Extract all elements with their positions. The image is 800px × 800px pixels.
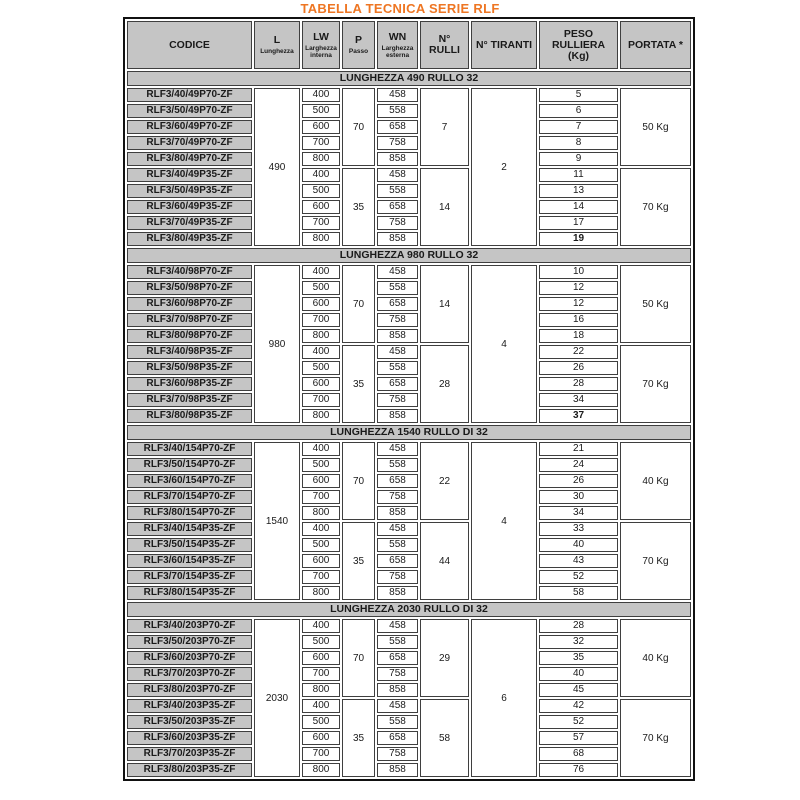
data-row <box>127 265 691 279</box>
wn-cell: 858 <box>377 763 418 777</box>
data-row <box>127 297 691 311</box>
passo-cell: 35 <box>342 699 375 777</box>
lunghezza-cell: 2030 <box>254 619 300 777</box>
peso-cell: 58 <box>539 586 618 600</box>
code-cell: RLF3/50/203P35-ZF <box>127 715 252 729</box>
col-header-peso <box>539 21 618 69</box>
data-row <box>127 506 691 520</box>
rulli-cell: 44 <box>420 522 469 600</box>
lw-cell: 500 <box>302 715 340 729</box>
peso-cell: 68 <box>539 747 618 761</box>
peso-cell: 28 <box>539 619 618 633</box>
col-header-p <box>342 21 375 69</box>
wn-cell: 858 <box>377 506 418 520</box>
lw-cell: 600 <box>302 474 340 488</box>
lw-cell: 700 <box>302 313 340 327</box>
data-row <box>127 345 691 359</box>
col-label: PORTATA * <box>627 38 684 51</box>
peso-cell: 52 <box>539 570 618 584</box>
technical-table <box>123 17 695 781</box>
data-row <box>127 570 691 584</box>
peso-cell: 18 <box>539 329 618 343</box>
data-row <box>127 619 691 633</box>
lw-cell: 700 <box>302 393 340 407</box>
rulli-cell: 7 <box>420 88 469 166</box>
peso-cell: 7 <box>539 120 618 134</box>
section-title: LUNGHEZZA 2030 RULLO DI 32 <box>127 602 691 617</box>
passo-cell: 35 <box>342 168 375 246</box>
portata-cell: 50 Kg <box>620 265 691 343</box>
col-label: LW <box>313 30 329 43</box>
code-cell: RLF3/80/98P70-ZF <box>127 329 252 343</box>
lw-cell: 600 <box>302 120 340 134</box>
col-label: L <box>273 34 281 46</box>
peso-cell: 28 <box>539 377 618 391</box>
code-cell: RLF3/80/49P70-ZF <box>127 152 252 166</box>
peso-cell: 40 <box>539 667 618 681</box>
table-header <box>127 21 691 69</box>
peso-cell: 6 <box>539 104 618 118</box>
col-sublabel: Larghezza esterna <box>381 44 414 59</box>
col-sublabel: Lunghezza <box>260 48 294 55</box>
wn-cell: 558 <box>377 104 418 118</box>
wn-cell: 858 <box>377 683 418 697</box>
code-cell: RLF3/50/98P35-ZF <box>127 361 252 375</box>
code-cell: RLF3/70/203P70-ZF <box>127 667 252 681</box>
section-title: LUNGHEZZA 490 RULLO 32 <box>127 71 691 86</box>
data-row <box>127 651 691 665</box>
peso-cell: 5 <box>539 88 618 102</box>
peso-cell: 22 <box>539 345 618 359</box>
lunghezza-cell: 980 <box>254 265 300 423</box>
col-label: CODICE <box>169 38 210 51</box>
peso-cell: 45 <box>539 683 618 697</box>
code-cell: RLF3/70/49P70-ZF <box>127 136 252 150</box>
lw-cell: 400 <box>302 345 340 359</box>
code-cell: RLF3/60/154P35-ZF <box>127 554 252 568</box>
wn-cell: 658 <box>377 377 418 391</box>
wn-cell: 558 <box>377 635 418 649</box>
wn-cell: 758 <box>377 136 418 150</box>
data-row <box>127 232 691 246</box>
wn-cell: 858 <box>377 152 418 166</box>
rulli-cell: 22 <box>420 442 469 520</box>
lw-cell: 600 <box>302 554 340 568</box>
wn-cell: 758 <box>377 216 418 230</box>
data-row <box>127 377 691 391</box>
code-cell: RLF3/40/98P70-ZF <box>127 265 252 279</box>
code-cell: RLF3/80/203P35-ZF <box>127 763 252 777</box>
col-label: WN <box>388 30 407 43</box>
lw-cell: 500 <box>302 538 340 552</box>
peso-cell: 12 <box>539 281 618 295</box>
wn-cell: 758 <box>377 313 418 327</box>
peso-cell: 8 <box>539 136 618 150</box>
lw-cell: 600 <box>302 297 340 311</box>
code-cell: RLF3/40/49P70-ZF <box>127 88 252 102</box>
data-row <box>127 104 691 118</box>
portata-cell: 70 Kg <box>620 168 691 246</box>
peso-cell: 43 <box>539 554 618 568</box>
lw-cell: 400 <box>302 699 340 713</box>
peso-cell: 37 <box>539 409 618 423</box>
wn-cell: 458 <box>377 522 418 536</box>
peso-cell: 76 <box>539 763 618 777</box>
data-row <box>127 522 691 536</box>
peso-cell: 19 <box>539 232 618 246</box>
lw-cell: 800 <box>302 586 340 600</box>
data-row <box>127 458 691 472</box>
lw-cell: 700 <box>302 136 340 150</box>
wn-cell: 858 <box>377 586 418 600</box>
data-row <box>127 152 691 166</box>
tiranti-cell: 4 <box>471 265 537 423</box>
col-label: N° RULLI <box>429 33 460 56</box>
wn-cell: 858 <box>377 232 418 246</box>
lw-cell: 800 <box>302 506 340 520</box>
page-title: TABELLA TECNICA SERIE RLF <box>300 1 500 16</box>
table-body <box>127 71 691 777</box>
data-row <box>127 474 691 488</box>
wn-cell: 458 <box>377 619 418 633</box>
passo-cell: 35 <box>342 522 375 600</box>
wn-cell: 758 <box>377 747 418 761</box>
data-row <box>127 184 691 198</box>
lw-cell: 400 <box>302 168 340 182</box>
tiranti-cell: 6 <box>471 619 537 777</box>
wn-cell: 758 <box>377 570 418 584</box>
data-row <box>127 699 691 713</box>
data-row <box>127 538 691 552</box>
section-header-row <box>127 71 691 86</box>
peso-cell: 12 <box>539 297 618 311</box>
peso-cell: 57 <box>539 731 618 745</box>
col-header-codice <box>127 21 252 69</box>
peso-cell: 14 <box>539 200 618 214</box>
header-row <box>127 21 691 69</box>
wn-cell: 558 <box>377 361 418 375</box>
col-header-lw <box>302 21 340 69</box>
code-cell: RLF3/50/49P70-ZF <box>127 104 252 118</box>
wn-cell: 658 <box>377 200 418 214</box>
section-title: LUNGHEZZA 980 RULLO 32 <box>127 248 691 263</box>
code-cell: RLF3/40/154P35-ZF <box>127 522 252 536</box>
rulli-cell: 29 <box>420 619 469 697</box>
col-header-portata <box>620 21 691 69</box>
col-header-l <box>254 21 300 69</box>
col-label: N° TIRANTI <box>475 38 533 51</box>
peso-cell: 34 <box>539 393 618 407</box>
wn-cell: 458 <box>377 265 418 279</box>
code-cell: RLF3/50/49P35-ZF <box>127 184 252 198</box>
peso-cell: 10 <box>539 265 618 279</box>
lw-cell: 800 <box>302 329 340 343</box>
code-cell: RLF3/70/49P35-ZF <box>127 216 252 230</box>
code-cell: RLF3/60/49P35-ZF <box>127 200 252 214</box>
lw-cell: 400 <box>302 619 340 633</box>
lw-cell: 700 <box>302 747 340 761</box>
code-cell: RLF3/60/49P70-ZF <box>127 120 252 134</box>
wn-cell: 558 <box>377 184 418 198</box>
peso-cell: 42 <box>539 699 618 713</box>
wn-cell: 558 <box>377 281 418 295</box>
code-cell: RLF3/60/203P70-ZF <box>127 651 252 665</box>
lw-cell: 500 <box>302 458 340 472</box>
code-cell: RLF3/50/98P70-ZF <box>127 281 252 295</box>
lw-cell: 500 <box>302 184 340 198</box>
data-row <box>127 747 691 761</box>
peso-cell: 9 <box>539 152 618 166</box>
lw-cell: 600 <box>302 651 340 665</box>
peso-cell: 13 <box>539 184 618 198</box>
col-label: P <box>354 34 362 46</box>
wn-cell: 658 <box>377 651 418 665</box>
wn-cell: 458 <box>377 88 418 102</box>
code-cell: RLF3/40/98P35-ZF <box>127 345 252 359</box>
data-row <box>127 731 691 745</box>
code-cell: RLF3/80/49P35-ZF <box>127 232 252 246</box>
peso-cell: 30 <box>539 490 618 504</box>
data-row <box>127 763 691 777</box>
wn-cell: 658 <box>377 297 418 311</box>
code-cell: RLF3/70/154P70-ZF <box>127 490 252 504</box>
wn-cell: 458 <box>377 345 418 359</box>
section-header-row <box>127 602 691 617</box>
data-row <box>127 393 691 407</box>
wn-cell: 758 <box>377 667 418 681</box>
code-cell: RLF3/70/98P70-ZF <box>127 313 252 327</box>
col-header-tiranti <box>471 21 537 69</box>
data-row <box>127 442 691 456</box>
lw-cell: 500 <box>302 361 340 375</box>
section-title: LUNGHEZZA 1540 RULLO DI 32 <box>127 425 691 440</box>
peso-cell: 35 <box>539 651 618 665</box>
code-cell: RLF3/50/154P35-ZF <box>127 538 252 552</box>
passo-cell: 70 <box>342 88 375 166</box>
lw-cell: 800 <box>302 152 340 166</box>
lw-cell: 800 <box>302 409 340 423</box>
passo-cell: 70 <box>342 265 375 343</box>
data-row <box>127 667 691 681</box>
portata-cell: 50 Kg <box>620 88 691 166</box>
passo-cell: 70 <box>342 442 375 520</box>
code-cell: RLF3/50/203P70-ZF <box>127 635 252 649</box>
lw-cell: 600 <box>302 731 340 745</box>
data-row <box>127 683 691 697</box>
lw-cell: 500 <box>302 281 340 295</box>
code-cell: RLF3/60/154P70-ZF <box>127 474 252 488</box>
data-row <box>127 329 691 343</box>
lw-cell: 500 <box>302 635 340 649</box>
portata-cell: 70 Kg <box>620 699 691 777</box>
lw-cell: 400 <box>302 265 340 279</box>
wn-cell: 758 <box>377 393 418 407</box>
rulli-cell: 14 <box>420 168 469 246</box>
wn-cell: 658 <box>377 474 418 488</box>
col-sublabel: Passo <box>348 48 369 55</box>
wn-cell: 658 <box>377 554 418 568</box>
code-cell: RLF3/80/154P70-ZF <box>127 506 252 520</box>
data-row <box>127 136 691 150</box>
data-row <box>127 216 691 230</box>
peso-cell: 24 <box>539 458 618 472</box>
code-cell: RLF3/60/98P35-ZF <box>127 377 252 391</box>
code-cell: RLF3/70/98P35-ZF <box>127 393 252 407</box>
code-cell: RLF3/80/98P35-ZF <box>127 409 252 423</box>
code-cell: RLF3/40/203P35-ZF <box>127 699 252 713</box>
passo-cell: 35 <box>342 345 375 423</box>
col-label: PESO RULLIERA (Kg) <box>551 27 606 62</box>
wn-cell: 858 <box>377 409 418 423</box>
lw-cell: 800 <box>302 763 340 777</box>
lw-cell: 500 <box>302 104 340 118</box>
data-row <box>127 554 691 568</box>
section-header-row <box>127 248 691 263</box>
tiranti-cell: 2 <box>471 88 537 246</box>
peso-cell: 26 <box>539 474 618 488</box>
lw-cell: 800 <box>302 683 340 697</box>
section-header-row <box>127 425 691 440</box>
wn-cell: 458 <box>377 699 418 713</box>
data-row <box>127 120 691 134</box>
passo-cell: 70 <box>342 619 375 697</box>
lw-cell: 700 <box>302 216 340 230</box>
code-cell: RLF3/80/203P70-ZF <box>127 683 252 697</box>
data-row <box>127 281 691 295</box>
wn-cell: 558 <box>377 538 418 552</box>
portata-cell: 40 Kg <box>620 619 691 697</box>
code-cell: RLF3/40/154P70-ZF <box>127 442 252 456</box>
data-row <box>127 715 691 729</box>
data-row <box>127 490 691 504</box>
code-cell: RLF3/80/154P35-ZF <box>127 586 252 600</box>
wn-cell: 758 <box>377 490 418 504</box>
col-header-wn <box>377 21 418 69</box>
lw-cell: 400 <box>302 442 340 456</box>
portata-cell: 70 Kg <box>620 345 691 423</box>
data-row <box>127 635 691 649</box>
rulli-cell: 14 <box>420 265 469 343</box>
wn-cell: 658 <box>377 731 418 745</box>
tiranti-cell: 4 <box>471 442 537 600</box>
rulli-cell: 28 <box>420 345 469 423</box>
lw-cell: 400 <box>302 522 340 536</box>
code-cell: RLF3/60/203P35-ZF <box>127 731 252 745</box>
rulli-cell: 58 <box>420 699 469 777</box>
wn-cell: 858 <box>377 329 418 343</box>
lw-cell: 700 <box>302 490 340 504</box>
peso-cell: 32 <box>539 635 618 649</box>
data-row <box>127 88 691 102</box>
lw-cell: 600 <box>302 377 340 391</box>
lw-cell: 600 <box>302 200 340 214</box>
peso-cell: 52 <box>539 715 618 729</box>
lw-cell: 700 <box>302 667 340 681</box>
peso-cell: 17 <box>539 216 618 230</box>
data-row <box>127 168 691 182</box>
col-header-rulli <box>420 21 469 69</box>
portata-cell: 70 Kg <box>620 522 691 600</box>
peso-cell: 21 <box>539 442 618 456</box>
code-cell: RLF3/70/154P35-ZF <box>127 570 252 584</box>
code-cell: RLF3/40/49P35-ZF <box>127 168 252 182</box>
wn-cell: 558 <box>377 458 418 472</box>
data-row <box>127 200 691 214</box>
code-cell: RLF3/50/154P70-ZF <box>127 458 252 472</box>
code-cell: RLF3/60/98P70-ZF <box>127 297 252 311</box>
wn-cell: 458 <box>377 442 418 456</box>
peso-cell: 40 <box>539 538 618 552</box>
peso-cell: 34 <box>539 506 618 520</box>
wn-cell: 458 <box>377 168 418 182</box>
data-row <box>127 361 691 375</box>
lw-cell: 700 <box>302 570 340 584</box>
peso-cell: 16 <box>539 313 618 327</box>
data-row <box>127 409 691 423</box>
wn-cell: 658 <box>377 120 418 134</box>
lw-cell: 400 <box>302 88 340 102</box>
col-sublabel: Larghezza interna <box>305 44 337 59</box>
wn-cell: 558 <box>377 715 418 729</box>
code-cell: RLF3/70/203P35-ZF <box>127 747 252 761</box>
lunghezza-cell: 490 <box>254 88 300 246</box>
portata-cell: 40 Kg <box>620 442 691 520</box>
lunghezza-cell: 1540 <box>254 442 300 600</box>
peso-cell: 11 <box>539 168 618 182</box>
peso-cell: 26 <box>539 361 618 375</box>
peso-cell: 33 <box>539 522 618 536</box>
code-cell: RLF3/40/203P70-ZF <box>127 619 252 633</box>
data-row <box>127 586 691 600</box>
lw-cell: 800 <box>302 232 340 246</box>
data-row <box>127 313 691 327</box>
